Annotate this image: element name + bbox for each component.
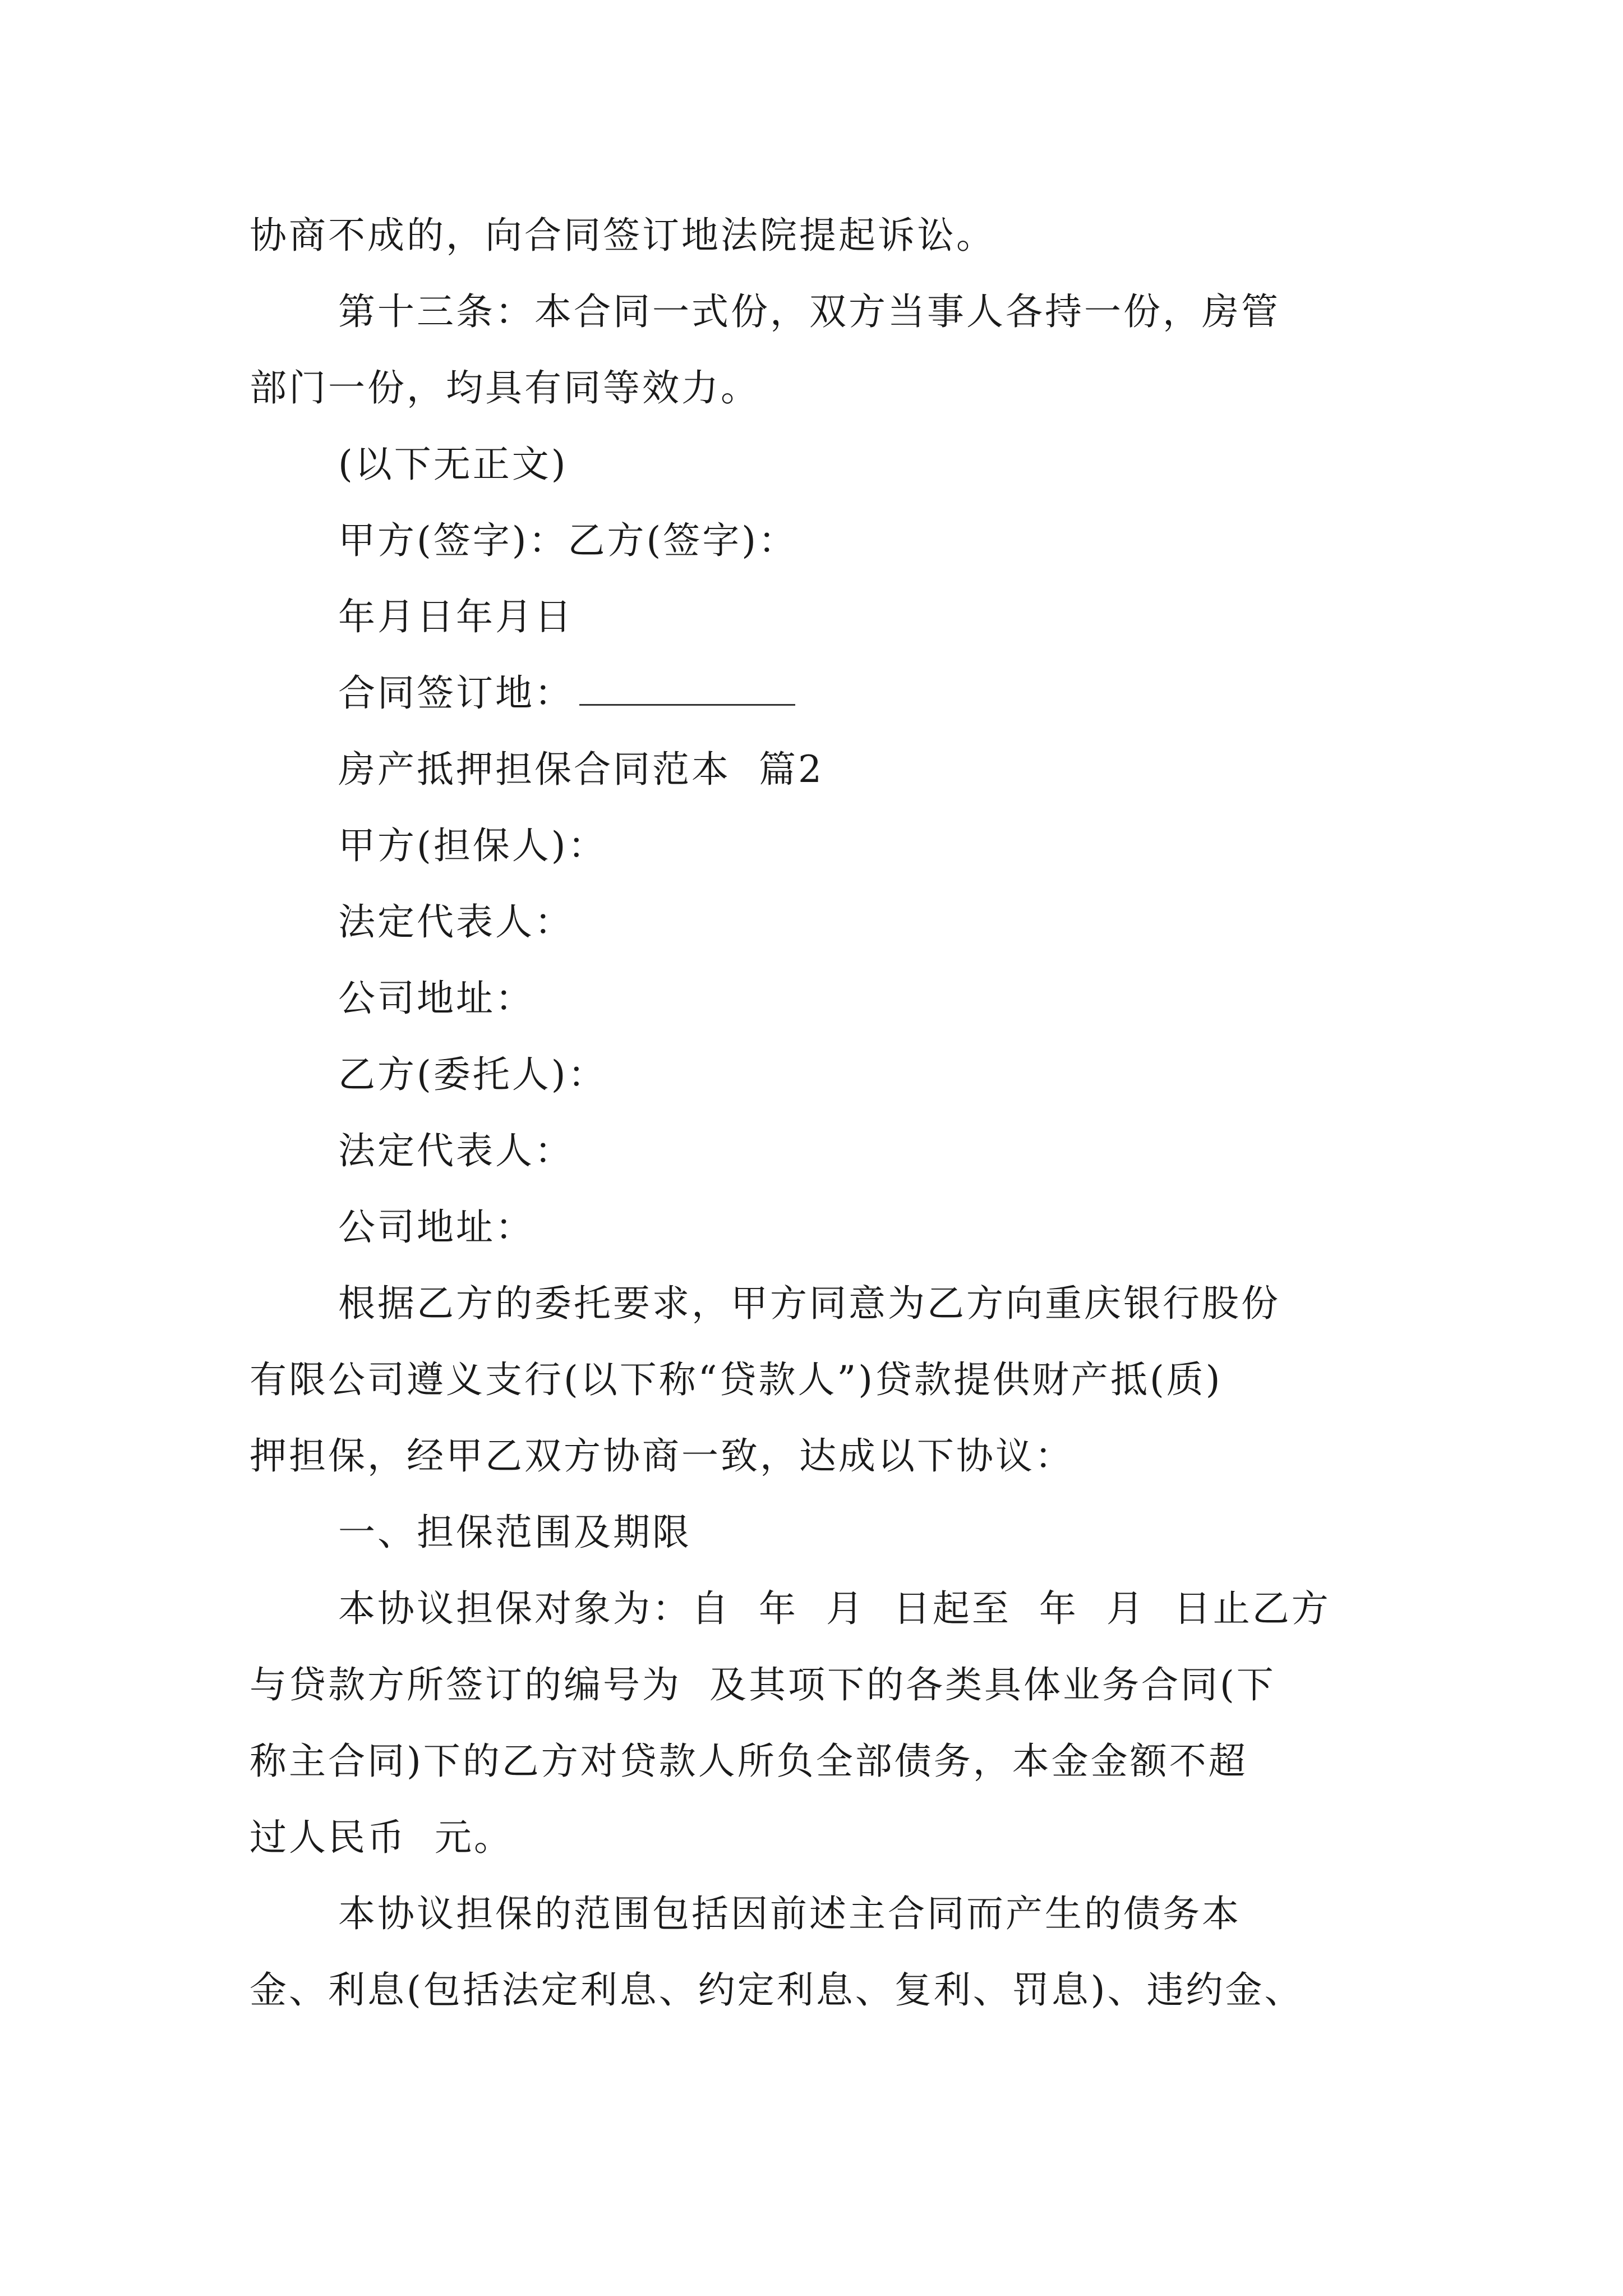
text-line-15: 根据乙方的委托要求，甲方同意为乙方向重庆银行股份 <box>338 1282 1280 1325</box>
text-line-5: 甲方(签字)：乙方(签字)： <box>338 519 797 562</box>
text-line-2: 第十三条：本合同一式份，双方当事人各持一份，房管 <box>338 290 1280 333</box>
text-line-24: 金、利息(包括法定利息、约定利息、复利、罚息)、违约金、 <box>250 1968 1304 2012</box>
subsection-heading: 一、担保范围及期限 <box>338 1511 691 1554</box>
text-line-13: 法定代表人： <box>338 1129 574 1172</box>
text-line-9: 甲方(担保人)： <box>338 824 607 867</box>
text-line-6: 年月日年月日 <box>338 595 574 638</box>
text-line-17: 押担保，经甲乙双方协商一致，达成以下协议： <box>250 1434 1074 1478</box>
text-line-19: 本协议担保对象为：自 年 月 日起至 年 月 日止乙方 <box>338 1587 1331 1630</box>
section-heading: 房产抵押担保合同范本 篇2 <box>338 748 824 791</box>
text-line-20: 与贷款方所签订的编号为 及其项下的各类具体业务合同(下 <box>250 1663 1276 1706</box>
text-line-3: 部门一份，均具有同等效力。 <box>250 366 760 409</box>
text-line-4: (以下无正文) <box>338 443 568 486</box>
text-line-14: 公司地址： <box>338 1205 534 1249</box>
signing-place-blank <box>579 701 795 706</box>
text-line-16: 有限公司遵义支行(以下称“贷款人”)贷款提供财产抵(质) <box>250 1358 1223 1401</box>
text-line-10: 法定代表人： <box>338 900 574 944</box>
text-line-7: 合同签订地： <box>338 671 574 715</box>
text-line-11: 公司地址： <box>338 977 534 1020</box>
text-line-12: 乙方(委托人)： <box>338 1053 607 1096</box>
text-line-1: 协商不成的，向合同签订地法院提起诉讼。 <box>250 214 995 257</box>
text-line-21: 称主合同)下的乙方对贷款人所负全部债务，本金金额不超 <box>250 1740 1248 1783</box>
signing-place-line <box>338 666 795 720</box>
text-line-22: 过人民币 元。 <box>250 1816 513 1859</box>
text-line-23: 本协议担保的范围包括因前述主合同而产生的债务本 <box>338 1892 1241 1935</box>
